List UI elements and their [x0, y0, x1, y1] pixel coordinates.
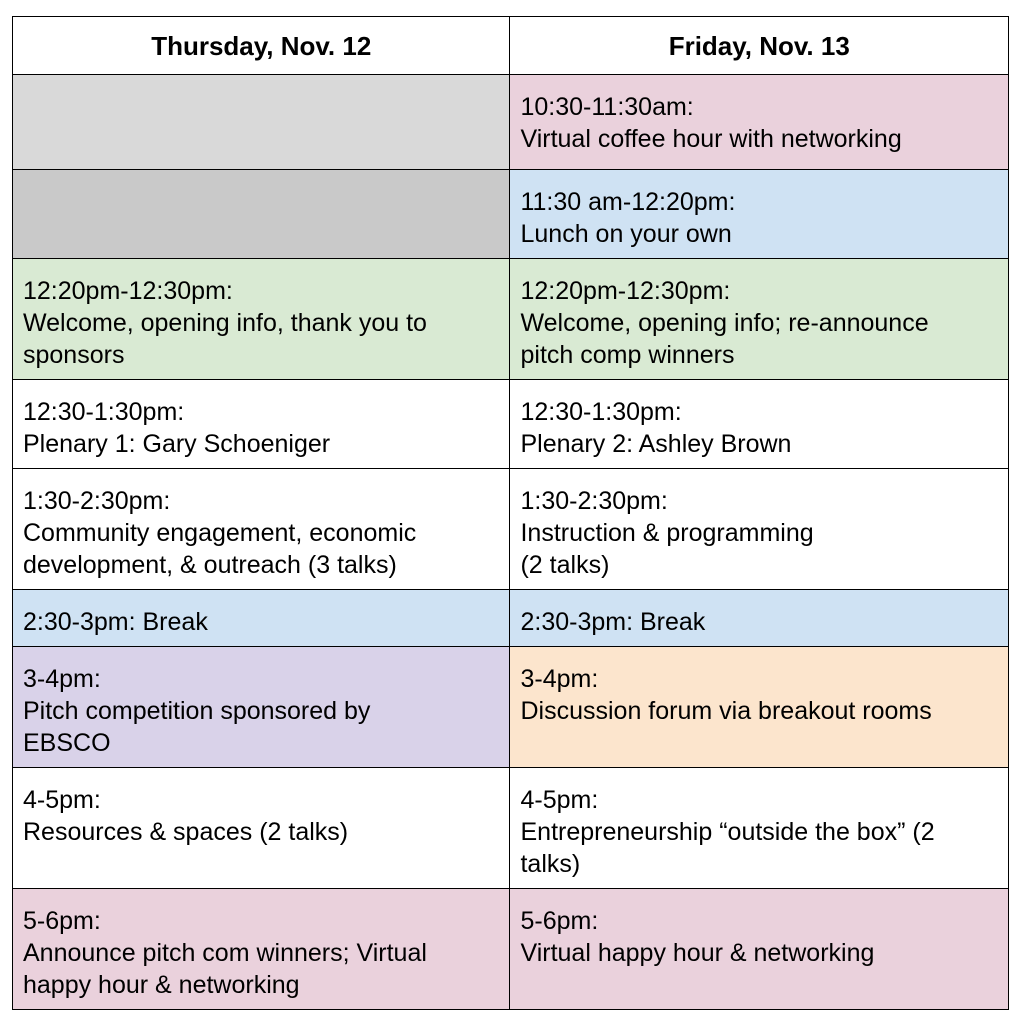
friday-cell [510, 170, 1009, 259]
cell-time: 2:30-3pm: Break [23, 608, 208, 636]
cell-text: Resources & spaces (2 talks) [23, 818, 349, 846]
thursday-cell [13, 469, 510, 590]
cell-text: Announce pitch com winners; Virtual happy hour & networking [23, 939, 427, 999]
cell-time: 1:30-2:30pm: [520, 487, 668, 515]
schedule-row [13, 380, 1009, 469]
cell-time: 5-6pm: [520, 907, 599, 935]
schedule-row [13, 889, 1009, 1010]
cell-time: 1:30-2:30pm: [23, 487, 171, 515]
cell-text: Community engagement, economic development, & outreach (3 talks) [23, 519, 417, 579]
thursday-header: Thursday, Nov. 12 [13, 17, 510, 75]
friday-cell [510, 647, 1009, 768]
cell-text: Instruction & programming (2 talks) [520, 519, 814, 579]
cell-time: 10:30-11:30am: [520, 93, 694, 121]
schedule-row [13, 647, 1009, 768]
friday-cell [510, 75, 1009, 170]
friday-cell [510, 768, 1009, 889]
cell-text: Welcome, opening info, thank you to sponsors [23, 309, 427, 369]
thursday-cell [13, 768, 510, 889]
cell-text: Entrepreneurship “outside the box” (2 talks) [520, 818, 935, 878]
cell-time: 4-5pm: [520, 786, 599, 814]
friday-cell [510, 469, 1009, 590]
friday-header: Friday, Nov. 13 [510, 17, 1009, 75]
friday-cell [510, 889, 1009, 1010]
cell-time: 12:30-1:30pm: [23, 398, 185, 426]
schedule-row [13, 469, 1009, 590]
cell-text: Virtual coffee hour with networking [520, 125, 902, 153]
cell-text: Welcome, opening info; re-announce pitch comp winners [520, 309, 929, 369]
thursday-cell [13, 647, 510, 768]
cell-text: Discussion forum via breakout rooms [520, 697, 932, 725]
cell-text: Virtual happy hour & networking [520, 939, 875, 967]
cell-time: 3-4pm: [520, 665, 599, 693]
schedule-row [13, 768, 1009, 889]
cell-text: Pitch competition sponsored by EBSCO [23, 697, 371, 757]
cell-text: Lunch on your own [520, 220, 732, 248]
cell-text: Plenary 1: Gary Schoeniger [23, 430, 331, 458]
cell-time: 12:20pm-12:30pm: [23, 277, 233, 305]
cell-time: 12:20pm-12:30pm: [520, 277, 731, 305]
schedule-row [13, 170, 1009, 259]
cell-time: 12:30-1:30pm: [520, 398, 682, 426]
header-row [13, 17, 1009, 75]
friday-cell [510, 590, 1009, 647]
cell-time: 2:30-3pm: Break [520, 608, 706, 636]
friday-cell [510, 380, 1009, 469]
cell-time: 11:30 am-12:20pm: [520, 188, 736, 216]
thursday-cell [13, 590, 510, 647]
friday-cell [510, 259, 1009, 380]
schedule-row [13, 590, 1009, 647]
thursday-cell [13, 889, 510, 1010]
cell-text: Plenary 2: Ashley Brown [520, 430, 792, 458]
schedule-row [13, 259, 1009, 380]
thursday-cell [13, 75, 510, 170]
cell-time: 3-4pm: [23, 665, 101, 693]
schedule-table [12, 16, 1009, 1010]
cell-time: 5-6pm: [23, 907, 101, 935]
thursday-cell [13, 380, 510, 469]
thursday-cell [13, 259, 510, 380]
thursday-cell [13, 170, 510, 259]
schedule-row [13, 75, 1009, 170]
cell-time: 4-5pm: [23, 786, 101, 814]
